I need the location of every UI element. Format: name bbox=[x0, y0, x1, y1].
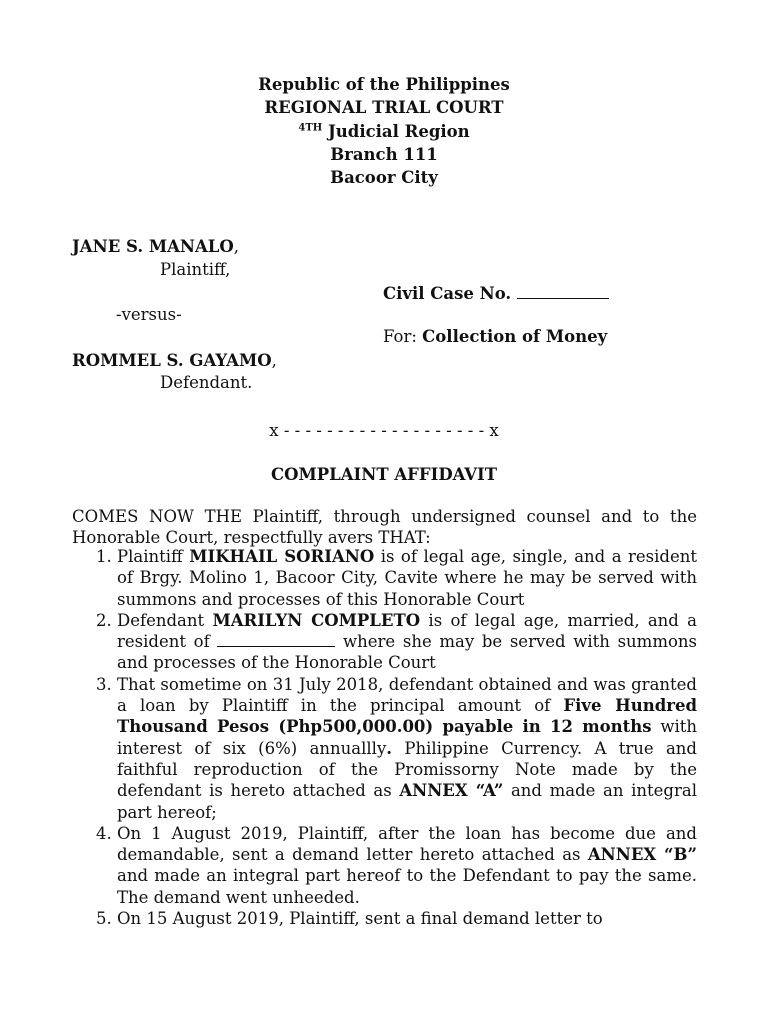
allegation-item-5 bbox=[117, 908, 697, 929]
allegation-2-text-b: is of legal age, married, and a resident of bbox=[117, 610, 697, 652]
allegation-item-2 bbox=[117, 610, 697, 674]
versus-text: -versus- bbox=[116, 305, 182, 324]
allegation-item-4 bbox=[117, 823, 697, 908]
plaintiff-name: JANE S. MANALO bbox=[72, 237, 234, 256]
allegation-3-text-c: Philippine Currency. A true and faithful reproduction of the Promissorny Note made by the defendant is hereto attached as bbox=[117, 738, 697, 801]
caption-region bbox=[0, 121, 768, 142]
allegation-2-text-a: Defendant bbox=[117, 610, 213, 630]
caption-branch: Branch 111 bbox=[330, 145, 438, 164]
allegation-1-text-b: is of legal age, single, and a resident of Brgy. Molino 1, Bacoor City, Cavite where he may be served with summons and processes of this Honorable Court bbox=[117, 547, 698, 609]
case-number-line bbox=[383, 283, 609, 304]
plaintiff-full-name: MIKHAIL SORIANO bbox=[189, 547, 375, 566]
defendant-role: Defendant. bbox=[160, 373, 253, 392]
allegation-3-period: . bbox=[386, 738, 393, 758]
allegation-3-text-d: and made an integral part hereof; bbox=[117, 781, 697, 822]
intro-paragraph: COMES NOW THE Plaintiff, through undersigned counsel and to the Honorable Court, respectfully avers THAT: bbox=[72, 507, 697, 548]
defendant-comma: , bbox=[271, 351, 277, 370]
address-blank bbox=[217, 632, 335, 647]
case-number-label: Civil Case No. bbox=[383, 284, 517, 303]
annex-a-label: ANNEX “A” bbox=[399, 781, 504, 801]
caption-court: REGIONAL TRIAL COURT bbox=[264, 98, 504, 117]
loan-amount: Five Hundred Thousand Pesos (Php500,000.00) payable in 12 months bbox=[117, 696, 697, 737]
allegation-5-text-a: On 15 August 2019, Plaintiff, sent a final demand letter to bbox=[117, 909, 603, 929]
caption-city: Bacoor City bbox=[330, 168, 438, 187]
allegation-1-text-a: Plaintiff bbox=[117, 547, 190, 566]
allegation-4-text-b: and made an integral part hereof to the Defendant to pay the same. The demand went unheeded. bbox=[117, 866, 697, 907]
region-ordinal: 4TH bbox=[298, 122, 323, 134]
allegation-item-3 bbox=[117, 674, 697, 823]
caption-republic: Republic of the Philippines bbox=[258, 75, 510, 94]
case-nature-label: For: bbox=[383, 327, 423, 346]
plaintiff-comma: , bbox=[233, 237, 240, 256]
allegation-3-text-a: That sometime on 31 July 2018, defendant obtained and was granted a loan by Plaintiff in the principal amount of bbox=[117, 674, 697, 716]
defendant-name: ROMMEL S. GAYAMO bbox=[72, 351, 272, 370]
plaintiff-line bbox=[72, 236, 239, 257]
case-number-blank bbox=[517, 284, 609, 299]
case-nature-value: Collection of Money bbox=[422, 327, 608, 346]
caption-divider: x - - - - - - - - - - - - - - - - - - - x bbox=[269, 421, 499, 440]
document-title: COMPLAINT AFFIDAVIT bbox=[270, 465, 498, 484]
allegation-2-text-c: where she may be served with summons and processes of the Honorable Court bbox=[117, 632, 697, 673]
defendant-line bbox=[72, 350, 277, 371]
allegation-3-text-b: with interest of six (6%) annuallly bbox=[117, 717, 697, 758]
plaintiff-role: Plaintiff, bbox=[160, 260, 231, 279]
region-text: Judicial Region bbox=[322, 122, 470, 141]
allegation-item-1 bbox=[117, 546, 697, 610]
case-nature-line bbox=[383, 326, 607, 347]
allegation-4-text-a: On 1 August 2019, Plaintiff, after the loan has become due and demandable, sent a demand letter hereto attached as bbox=[117, 823, 697, 865]
annex-b-label: ANNEX “B” bbox=[587, 845, 697, 865]
defendant-full-name: MARILYN COMPLETO bbox=[212, 610, 421, 630]
allegations-list bbox=[72, 546, 697, 929]
